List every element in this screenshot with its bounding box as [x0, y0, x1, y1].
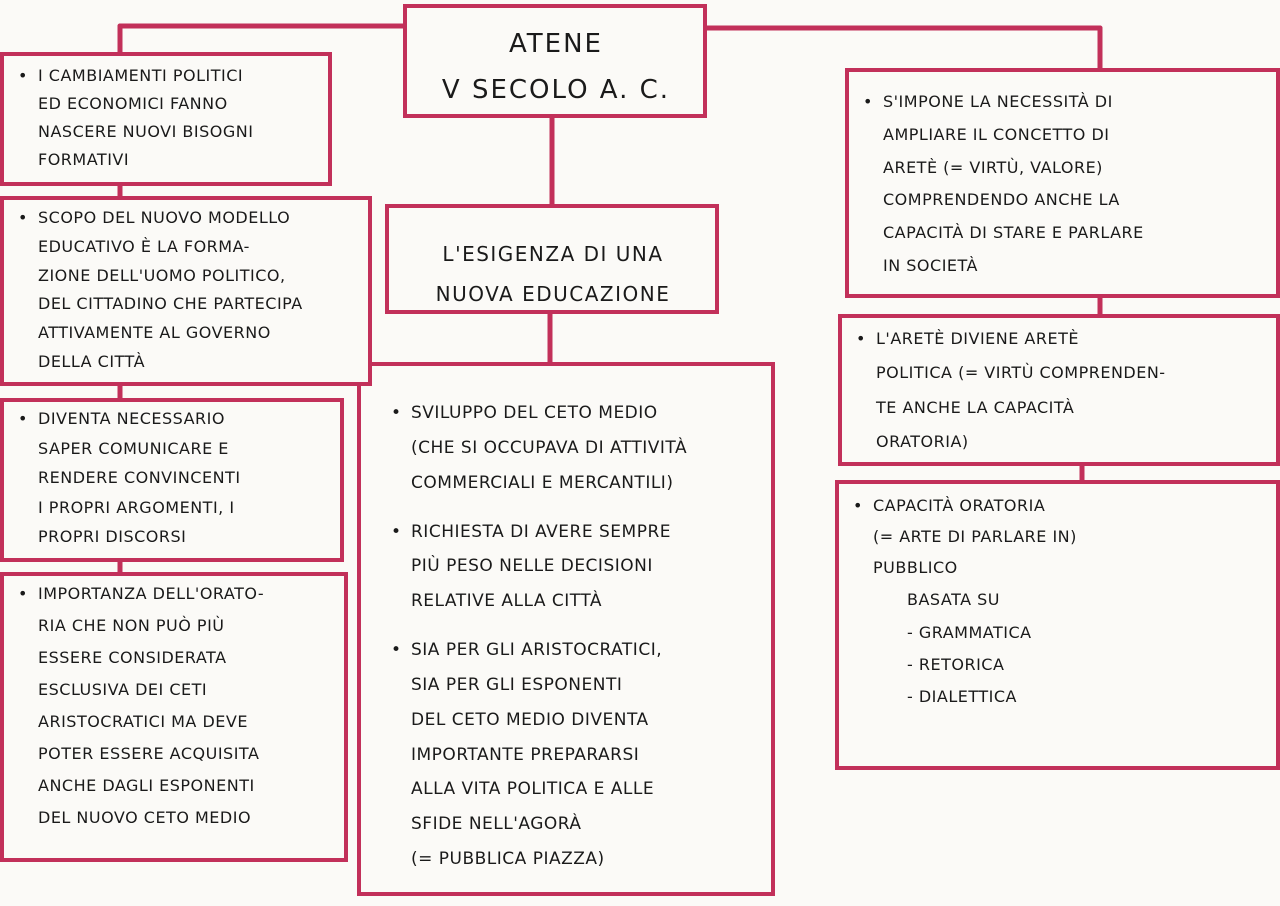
subject-item: - GRAMMATICA	[907, 622, 1032, 642]
left-box-3	[0, 398, 344, 562]
right-box-1	[845, 68, 1280, 298]
left-item-2: • SCOPO DEL NUOVO MODELLO EDUCATIVO È LA FORMA- ZIONE DELL'UOMO POLITICO, DEL CITTADINO CHE PARTECIPA ATTIVAMENTE AL GOVERNO DELLA CITTÀ	[18, 204, 356, 377]
left-item-4: • IMPORTANZA DELL'ORATO- RIA CHE NON PUÒ PIÙ ESSERE CONSIDERATA ESCLUSIVA DEI CETI ARISTOCRATICI MA DEVE POTER ESSERE ACQUISITA ANCHE DAGLI ESPONENTI DEL NUOVO CETO MEDIO	[18, 578, 332, 834]
subject-item: - DIALETTICA	[907, 686, 1017, 706]
center-title-line2: NUOVA EDUCAZIONE	[435, 282, 671, 306]
center-list-item: • SIA PER GLI ARISTOCRATICI, SIA PER GLI ESPONENTI DEL CETO MEDIO DIVENTA IMPORTANTE PREPARARSI ALLA VITA POLITICA E ALLE SFIDE NELL'AGORÀ (= PUBBLICA PIAZZA)	[391, 633, 759, 877]
right-box-3	[835, 480, 1280, 770]
right-item-1: • S'IMPONE LA NECESSITÀ DI AMPLIARE IL CONCETTO DI ARETÈ (= VIRTÙ, VALORE) COMPRENDENDO ANCHE LA CAPACITÀ DI STARE E PARLARE IN SOCIETÀ	[863, 86, 1264, 283]
subject-item: - RETORICA	[907, 654, 1005, 674]
left-item-3: • DIVENTA NECESSARIO SAPER COMUNICARE E RENDERE CONVINCENTI I PROPRI ARGOMENTI, I PROPRI DISCORSI	[18, 404, 328, 552]
right-box-2	[838, 314, 1280, 466]
title-text: ATENE	[509, 29, 603, 59]
left-item-1: • I CAMBIAMENTI POLITICI ED ECONOMICI FANNO NASCERE NUOVI BISOGNI FORMATIVI	[18, 62, 316, 174]
center-title-box	[385, 204, 719, 314]
right-item-3-intro: • CAPACITÀ ORATORIA (= ARTE DI PARLARE IN) PUBBLICO	[853, 490, 1264, 584]
right-item-2: • L'ARETÈ DIVIENE ARETÈ POLITICA (= VIRTÙ COMPRENDEN- TE ANCHE LA CAPACITÀ ORATORIA)	[856, 322, 1264, 460]
left-box-4	[0, 572, 348, 862]
based-on-label: BASATA SU	[907, 589, 1001, 609]
subjects-list	[853, 617, 1264, 713]
center-title-line1: L'ESIGENZA DI UNA	[442, 242, 664, 266]
left-box-2	[0, 196, 372, 386]
left-box-1	[0, 52, 332, 186]
center-list-box	[357, 362, 775, 896]
center-list-item: • RICHIESTA DI AVERE SEMPRE PIÙ PESO NELLE DECISIONI RELATIVE ALLA CITTÀ	[391, 515, 759, 620]
center-list-item: • SVILUPPO DEL CETO MEDIO (CHE SI OCCUPAVA DI ATTIVITÀ COMMERCIALI E MERCANTILI)	[391, 396, 759, 501]
period-text: V SECOLO A. C.	[441, 74, 671, 105]
center-list	[391, 396, 759, 877]
title-box	[403, 4, 707, 118]
